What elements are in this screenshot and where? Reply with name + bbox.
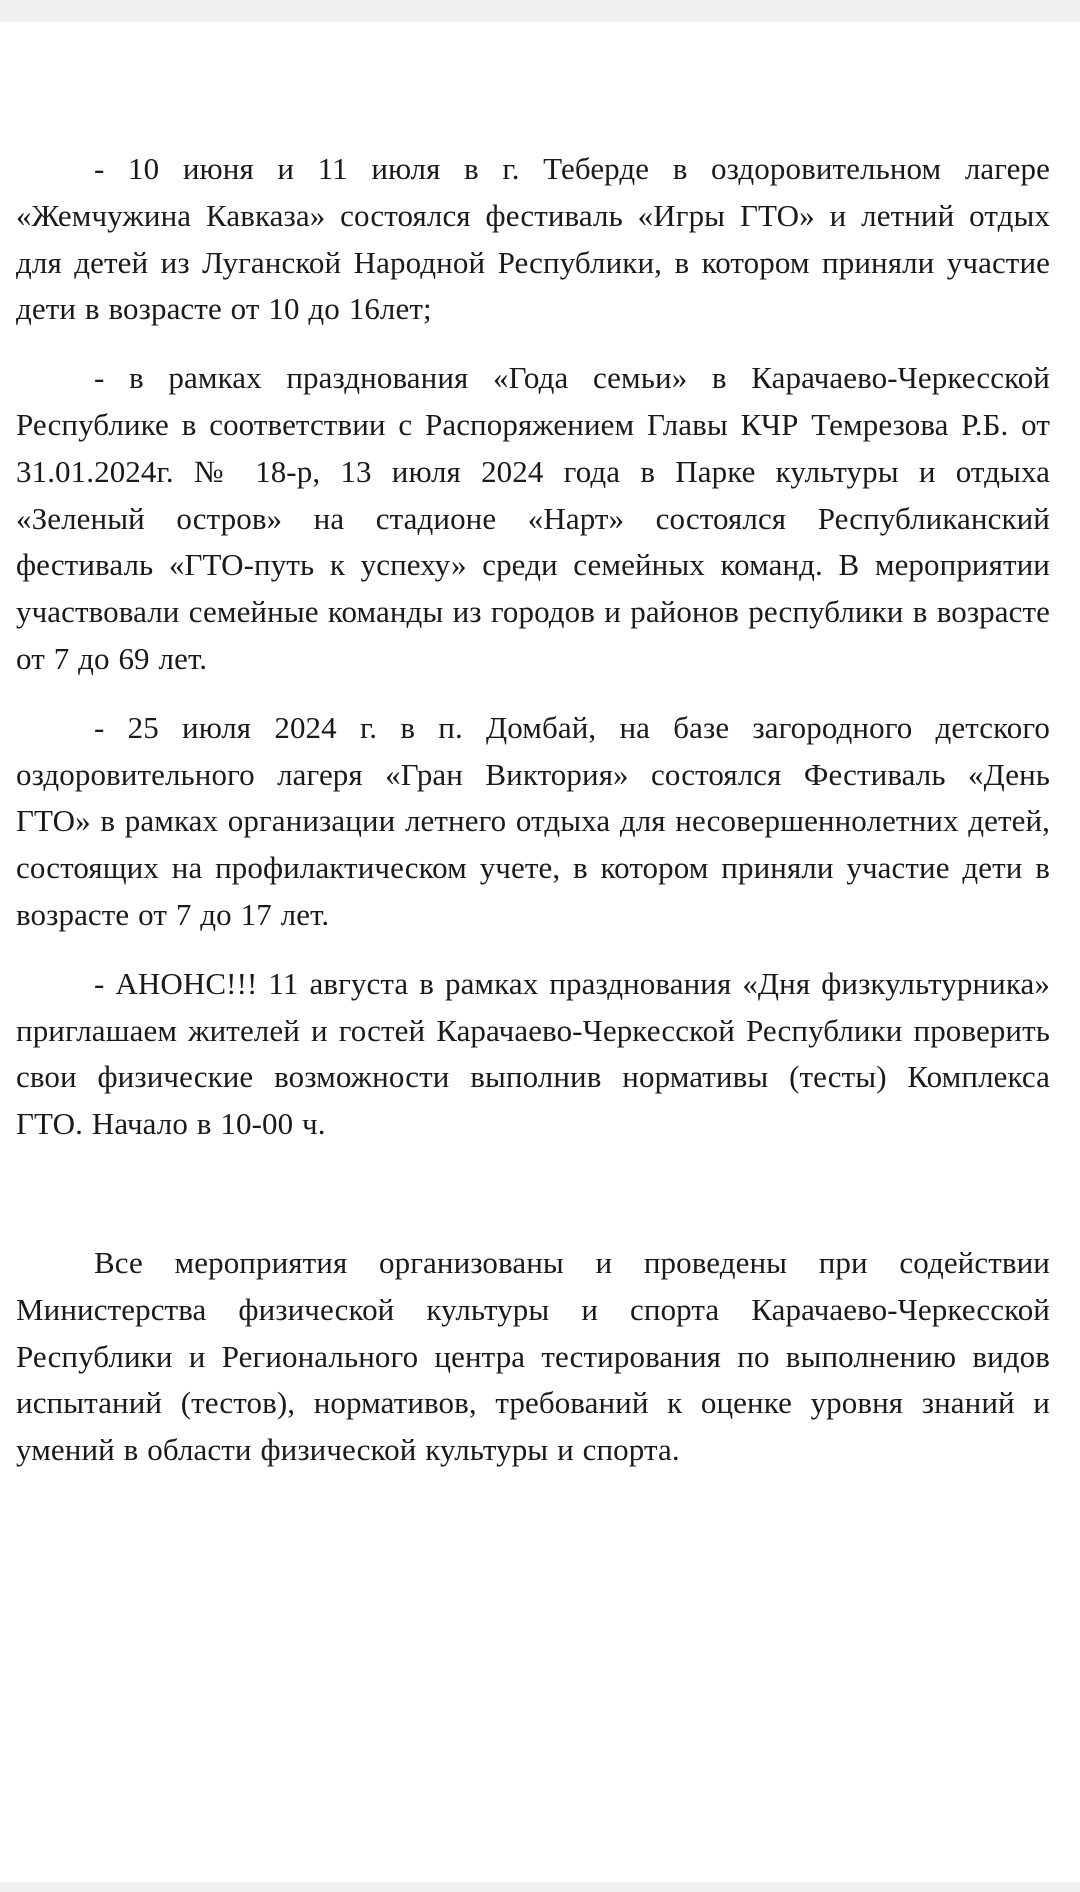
bottom-margin-band xyxy=(0,1882,1080,1892)
section-spacer xyxy=(16,1148,1050,1240)
paragraph-teberda-festival: - 10 июня и 11 июля в г. Теберде в оздоровительном лагере «Жемчужина Кавказа» состоялся фестиваль «Игры ГТО» и летний отдых для детей из Луганской Народной Республики, в котором приняли участие дети в возрасте от 10 до 16лет; xyxy=(16,151,1050,327)
document-page xyxy=(16,146,1050,1474)
paragraph-year-of-family: - в рамках празднования «Года семьи» в Карачаево-Черкесской Республике в соответствии с Распоряжением Главы КЧР Темрезова Р.Б. от 31.01.2024г. № 18-р, 13 июля 2024 года в Парке культуры и отдыха «Зеленый остров» на стадионе «Нарт» состоялся Республиканский фестиваль «ГТО-путь к успеху» среди семейных команд. В мероприятии участвовали семейные команды из городов и районов республики в возрасте от 7 до 69 лет. xyxy=(16,360,1050,676)
paragraph-spacer xyxy=(16,939,1050,961)
paragraph-closing: Все мероприятия организованы и проведены при содействии Министерства физической культуры и спорта Карачаево-Черкесской Республики и Регионального центра тестирования по выполнению видов испытаний (тестов), нормативов, требований к оценке уровня знаний и умений в области физической культуры и спорта. xyxy=(16,1244,1050,1468)
paragraph-spacer xyxy=(16,333,1050,355)
top-margin-band xyxy=(0,0,1080,22)
paragraph-spacer xyxy=(16,683,1050,705)
paragraph-dombay-festival: - 25 июля 2024 г. в п. Домбай, на базе загородного детского оздоровительного лагеря «Гран Виктория» состоялся Фестиваль «День ГТО» в рамках организации летнего отдыха для несовершеннолетних детей, состоящих на профилактическом учете, в котором приняли участие дети в возрасте от 7 до 17 лет. xyxy=(16,709,1050,932)
paragraph-announcement: - АНОНС!!! 11 августа в рамках празднования «Дня физкультурника» приглашаем жителей и гостей Карачаево-Черкесской Республики проверить свои физические возможности выполнив нормативы (тесты) Комплекса ГТО. Начало в 10-00 ч. xyxy=(16,965,1050,1142)
